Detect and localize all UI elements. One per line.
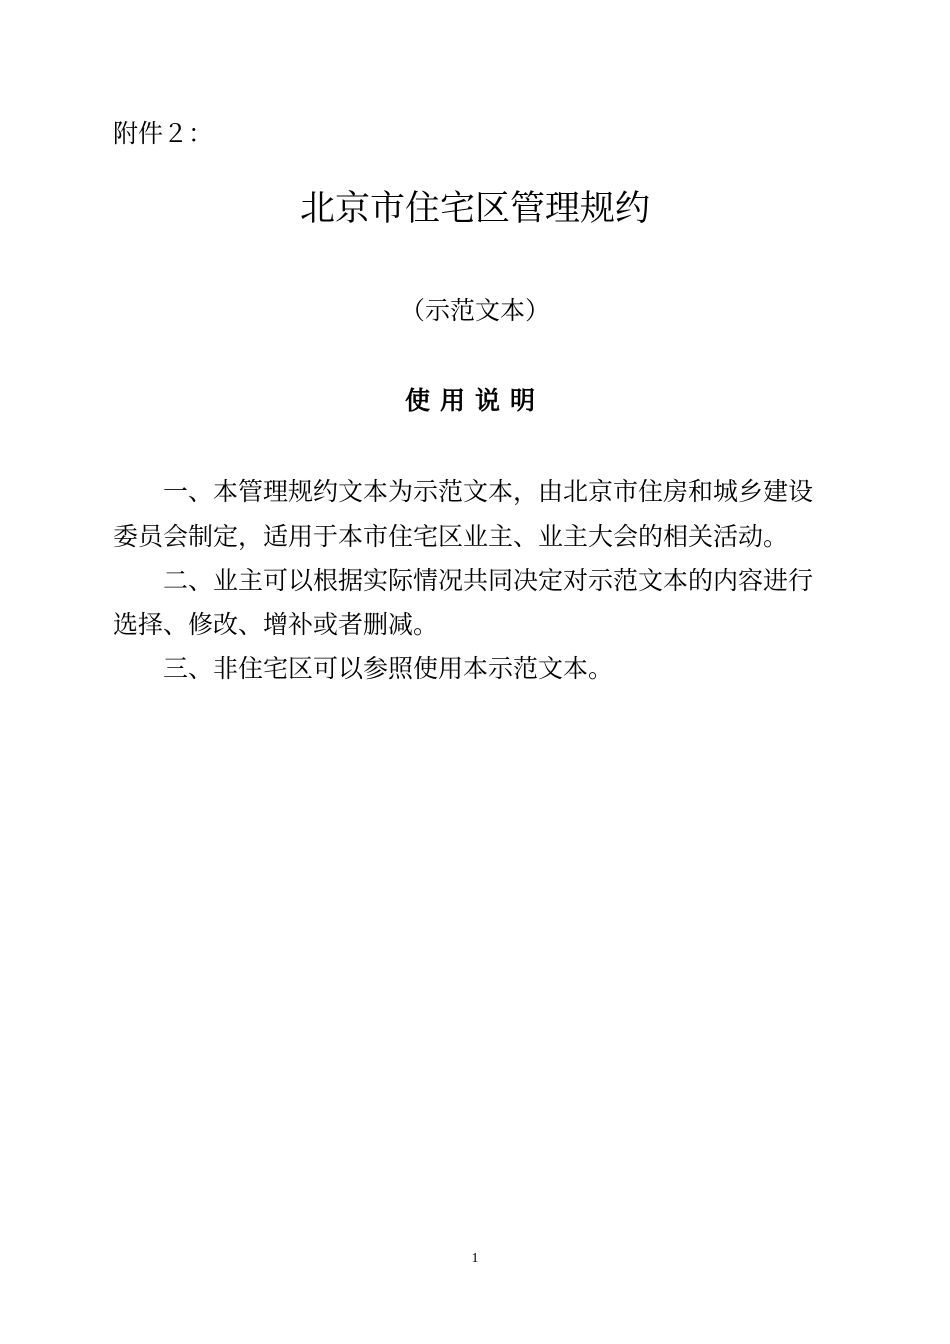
section-heading: 使用说明: [404, 386, 545, 415]
page-number: 1: [471, 1251, 479, 1266]
instruction-line-5: 三、非住宅区可以参照使用本示范文本。: [163, 654, 614, 683]
document-subtitle: （示范文本）: [399, 296, 550, 325]
instruction-line-3: 二、业主可以根据实际情况共同决定对示范文本的内容进行: [163, 566, 814, 595]
attachment-label: 附件２：: [113, 119, 214, 148]
instruction-line-4: 选择、修改、增补或者删减。: [113, 610, 439, 639]
document-title: 北京市住宅区管理规约: [299, 189, 650, 229]
instruction-line-2: 委员会制定，适用于本市住宅区业主、业主大会的相关活动。: [113, 522, 789, 551]
instruction-line-1: 一、本管理规约文本为示范文本，由北京市住房和城乡建设: [163, 477, 814, 506]
